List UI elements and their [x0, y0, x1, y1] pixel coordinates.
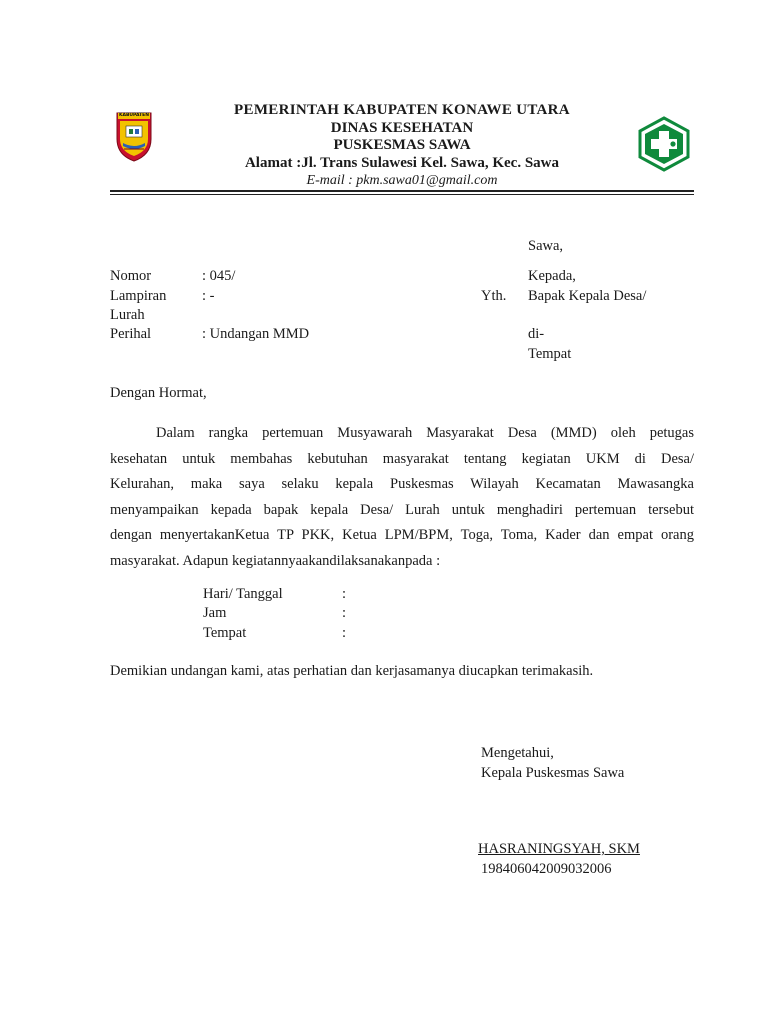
signature-mengetahui: Mengetahui,	[481, 745, 554, 761]
crest-banner-text: KABUPATEN	[119, 113, 149, 118]
place-date: Sawa,	[528, 238, 564, 254]
schedule-tempat-colon: :	[342, 625, 347, 641]
letterhead-address: Alamat :Jl. Trans Sulawesi Kel. Sawa, Kec. Sawa	[244, 154, 560, 171]
letterhead-email: E-mail : pkm.sawa01@gmail.com	[306, 173, 498, 188]
closing-sentence: Demikian undangan kami, atas perhatian dan kerjasamanya diucapkan terimakasih.	[110, 663, 594, 679]
perihal-label: Perihal	[110, 326, 152, 342]
nomor-value: : 045/	[202, 268, 236, 284]
signature-nip: 198406042009032006	[481, 861, 612, 877]
body-line-6: masyarakat. Adapun kegiatannyaakandilaksanakanpada :	[110, 552, 441, 569]
schedule-hari-label: Hari/ Tanggal	[203, 586, 283, 602]
lampiran-label: Lampiran	[110, 288, 167, 304]
salutation: Dengan Hormat,	[110, 385, 207, 401]
schedule-tempat-label: Tempat	[203, 625, 247, 641]
recipient-bapak: Bapak Kepala Desa/	[528, 288, 647, 304]
recipient-tempat: Tempat	[528, 346, 572, 362]
schedule-jam-label: Jam	[203, 605, 227, 621]
body-line-3: Kelurahan, maka saya selaku kepala Puskesmas Wilayah Kecamatan Mawasangka	[110, 476, 694, 493]
nomor-label: Nomor	[110, 268, 152, 284]
lampiran-value: : -	[202, 288, 215, 304]
body-paragraph	[110, 421, 694, 575]
body-line-4: menyampaikan kepada bapak kepala Desa/ Lurah untuk menghadiri pertemuan tersebut	[110, 501, 694, 518]
recipient-kepada: Kepada,	[528, 268, 576, 284]
schedule-hari-colon: :	[342, 586, 347, 602]
signature-name: HASRANINGSYAH, SKM	[478, 841, 640, 857]
letterhead-department: DINAS KESEHATAN	[330, 119, 474, 136]
lurah-wrap: Lurah	[110, 307, 145, 323]
schedule-jam-colon: :	[342, 605, 347, 621]
letterhead-rule-thick	[110, 190, 694, 192]
letterhead-government: PEMERINTAH KABUPATEN KONAWE UTARA	[234, 102, 570, 118]
recipient-di: di-	[528, 326, 545, 342]
letterhead-rule-thin	[110, 194, 694, 195]
body-line-5: dengan menyertakanKetua TP PKK, Ketua LPM/BPM, Toga, Toma, Kader dan empat orang	[110, 527, 694, 544]
signature-title: Kepala Puskesmas Sawa	[481, 765, 625, 781]
body-line-2: kesehatan untuk membahas kebutuhan masyarakat tentang kegiatan UKM di Desa/	[110, 450, 694, 467]
letterhead	[0, 102, 768, 190]
perihal-value: : Undangan MMD	[202, 326, 310, 342]
recipient-yth: Yth.	[481, 288, 507, 304]
body-line-1: Dalam rangka pertemuan Musyawarah Masyarakat Desa (MMD) oleh petugas	[156, 425, 694, 441]
letterhead-puskesmas: PUSKESMAS SAWA	[333, 137, 471, 153]
